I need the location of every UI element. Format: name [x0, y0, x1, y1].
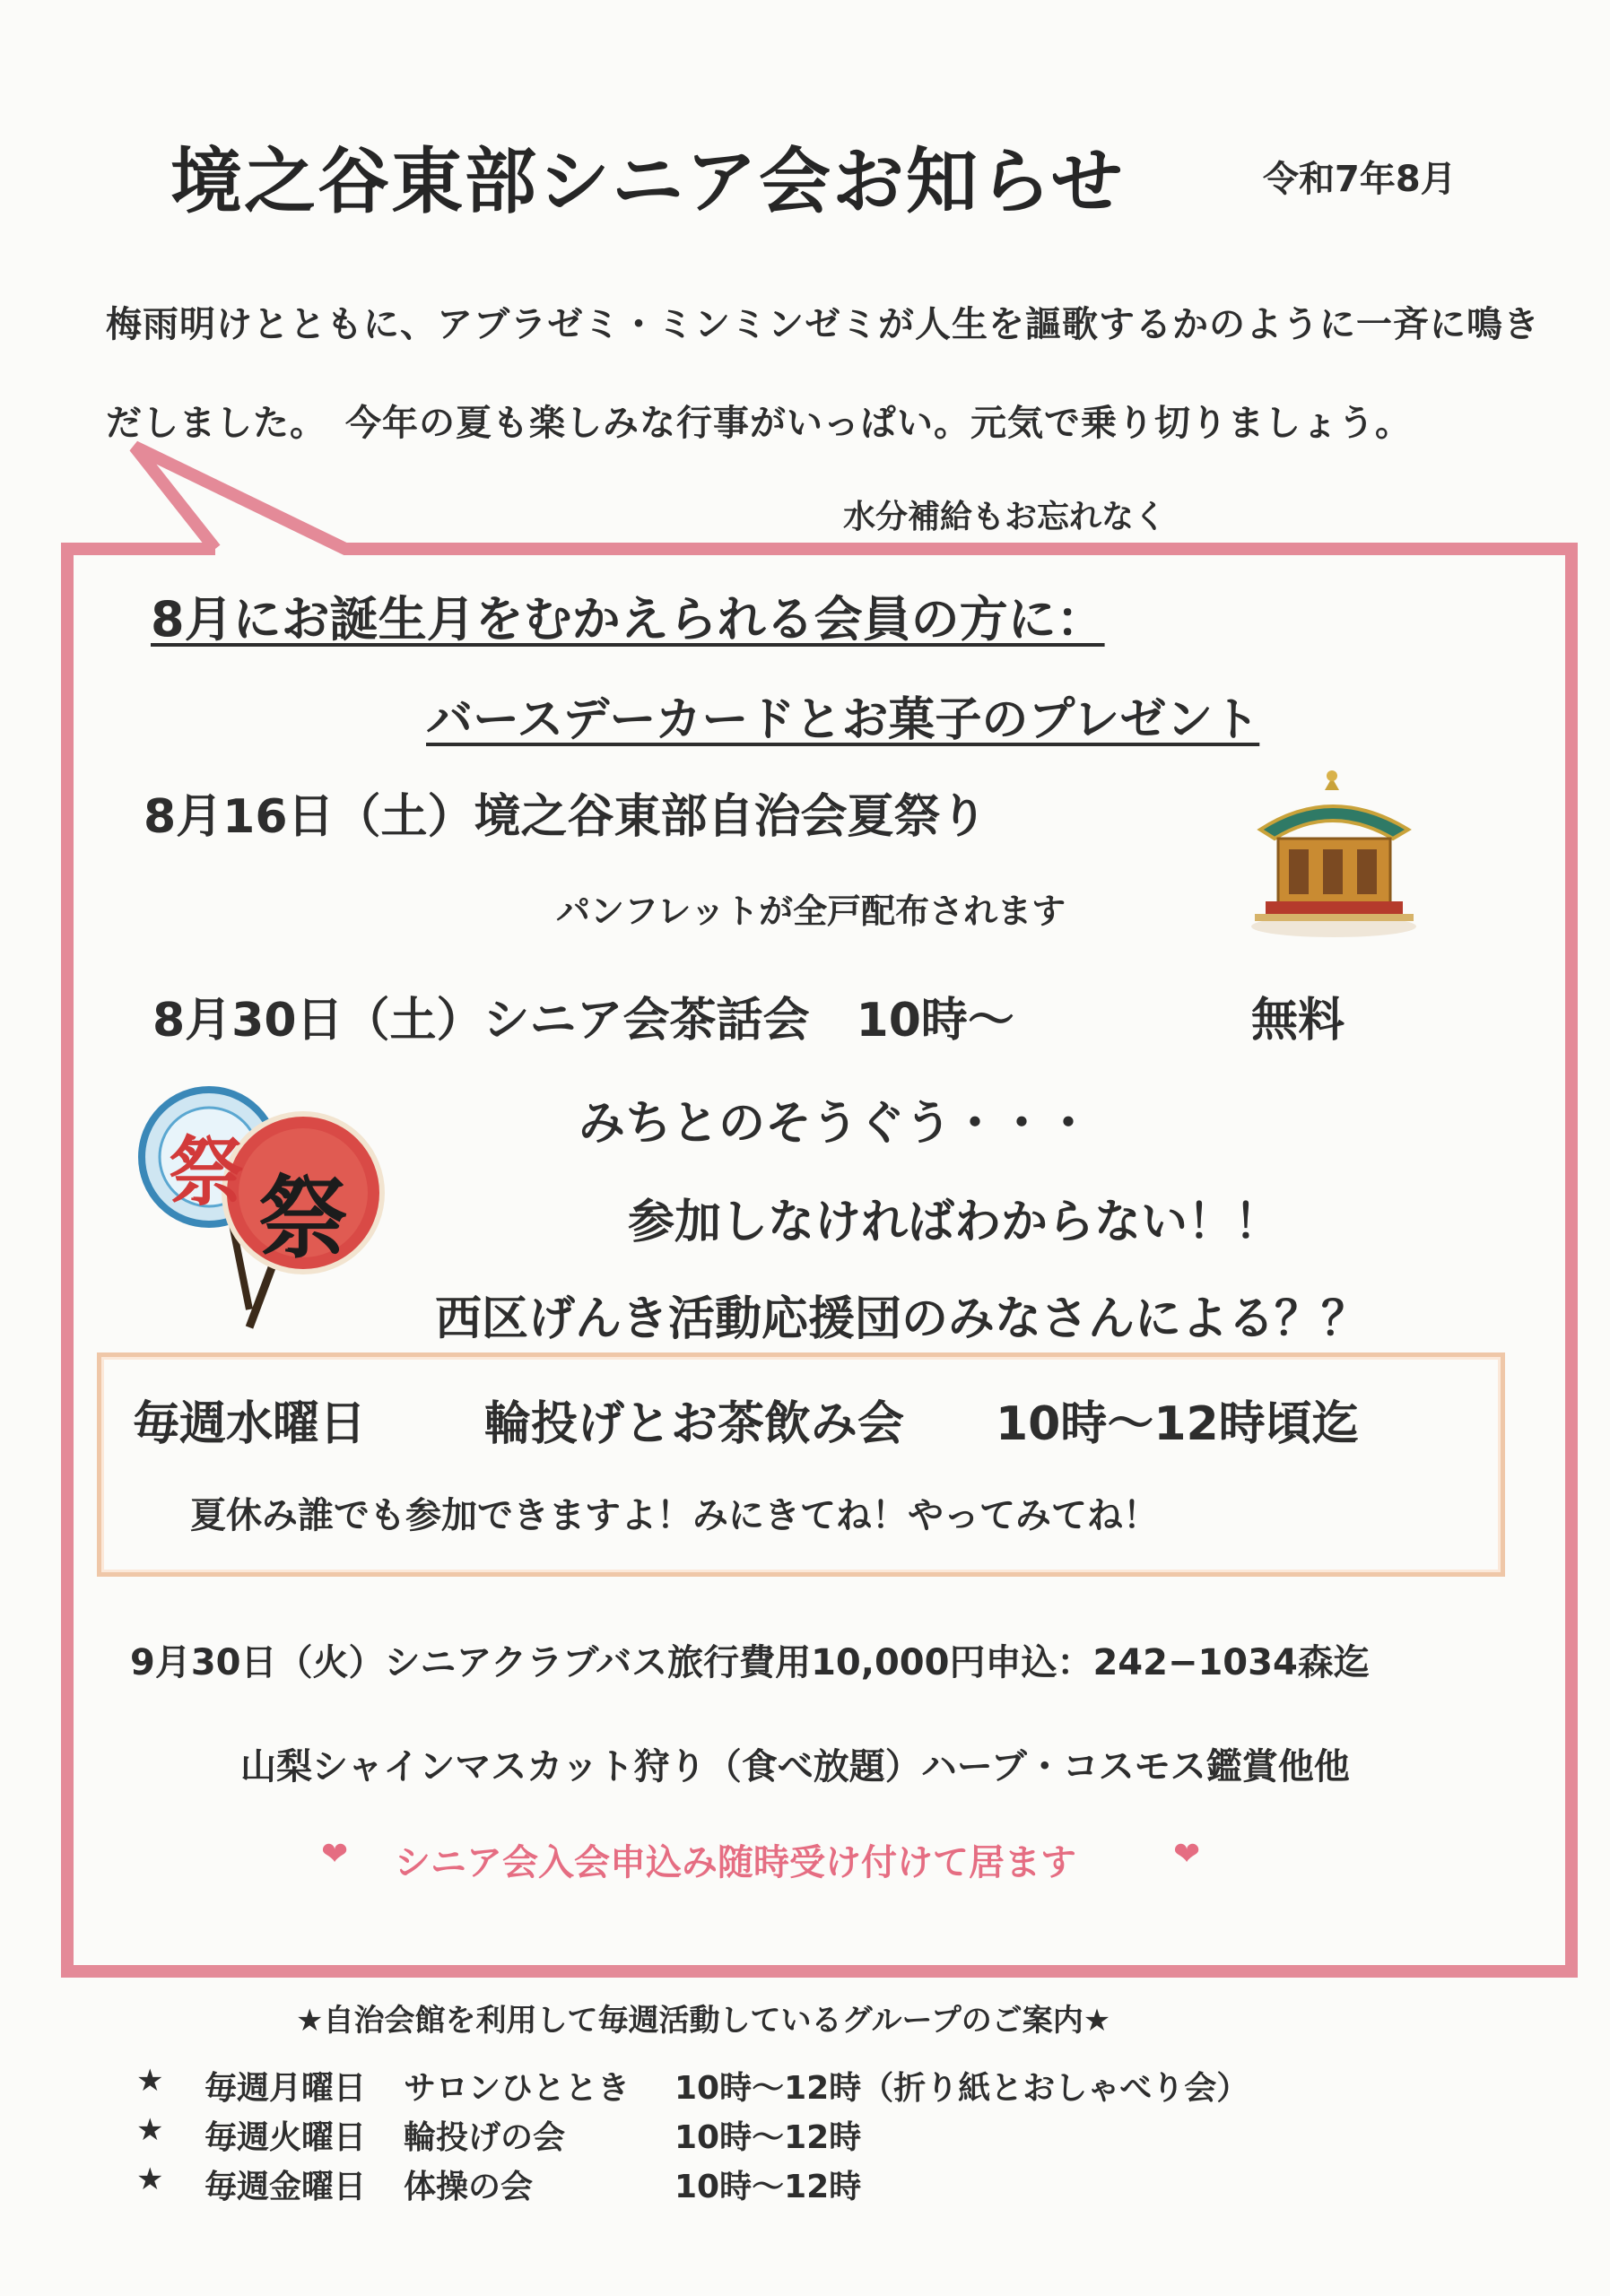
star-icon: ★ [136, 2112, 164, 2148]
festival-event: 8月16日（土）境之谷東部自治会夏祭り [144, 790, 988, 844]
groups-header: ★自治会館を利用して毎週活動しているグループのご案内★ [296, 2003, 1111, 2039]
birthday-heading: 8月にお誕生月をむかえられる会員の方に： [151, 591, 1105, 648]
recruitment-notice: シニア会入会申込み随時受け付けて居ます [395, 1842, 1076, 1883]
weekly-activity: 輪投げとお茶飲み会 [484, 1397, 905, 1451]
tea-party-line-1: みちとのそうぐう・・・ [579, 1097, 1092, 1151]
heart-icon: ❤ [1173, 1836, 1201, 1873]
fan-left-char: 祭 [169, 1128, 245, 1216]
group-time: 10時～12時 [674, 2169, 862, 2205]
weekly-note: 夏休み誰でも参加できますよ！みにきてね！やってみてね！ [190, 1495, 1159, 1536]
weekly-day: 毎週水曜日 [133, 1397, 367, 1451]
issue-date: 令和7年8月 [1263, 159, 1457, 200]
hydration-note: 水分補給もお忘れなく [843, 499, 1167, 535]
tea-party-line-2: 参加しなければわからない！！ [628, 1196, 1282, 1249]
bus-trip-line-1: 9月30日（火）シニアクラブバス旅行費用10,000円申込：242−1034森迄 [130, 1642, 1370, 1683]
group-time: 10時～12時（折り紙とおしゃべり会） [674, 2070, 1249, 2107]
star-icon: ★ [136, 2063, 164, 2099]
mikoshi-illustration [1242, 767, 1426, 942]
intro-line-2: だしました。 今年の夏も楽しみな行事がいっぱい。元気で乗り切りましょう。 [106, 403, 1412, 444]
tea-party-price: 無料 [1251, 994, 1345, 1048]
tea-party-event: 8月30日（土）シニア会茶話会 10時～ [152, 994, 1014, 1048]
intro-line-1: 梅雨明けとともに、アブラゼミ・ミンミンゼミが人生を謳歌するかのように一斉に鳴き [106, 304, 1540, 345]
bus-trip-line-2: 山梨シャインマスカット狩り（食べ放題）ハーブ・コスモス鑑賞他他 [240, 1746, 1350, 1787]
star-icon: ★ [136, 2161, 164, 2197]
festival-fans-illustration [133, 1085, 402, 1336]
group-name: 輪投げの会 [404, 2119, 566, 2156]
group-day: 毎週月曜日 [205, 2070, 367, 2107]
page-title: 境之谷東部シニア会お知らせ [170, 140, 1125, 223]
weekly-time: 10時～12時頃迄 [996, 1397, 1359, 1451]
birthday-gift: バースデーカードとお菓子のプレゼント [426, 693, 1260, 747]
heart-icon: ❤ [321, 1836, 349, 1873]
group-time: 10時～12時 [674, 2119, 862, 2156]
fan-right-char: 祭 [258, 1166, 348, 1271]
group-name: サロンひととき [404, 2070, 631, 2107]
group-day: 毎週金曜日 [205, 2169, 367, 2205]
tea-party-line-3: 西区げんき活動応援団のみなさんによる？？ [435, 1292, 1369, 1346]
festival-note: パンフレットが全戸配布されます [556, 891, 1066, 931]
group-name: 体操の会 [404, 2169, 534, 2205]
group-day: 毎週火曜日 [205, 2119, 367, 2156]
